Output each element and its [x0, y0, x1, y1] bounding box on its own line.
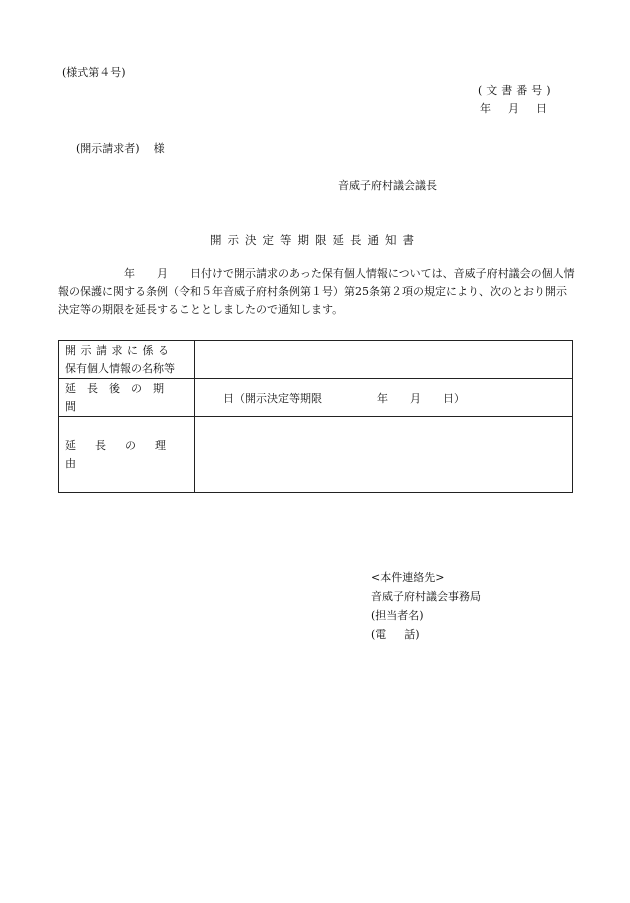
notice-body [58, 265, 576, 319]
notice-body-line-1: 年 月 日付けで開示請求のあった保有個人情報については、音威子府村議会の個人情 [58, 267, 575, 280]
extended-period-value[interactable]: 日（開示決定等期限 年 月 日） [195, 379, 573, 417]
contact-office: 音威子府村議会事務局 [371, 590, 481, 603]
extension-reason-label [59, 417, 195, 493]
table-row-extended-period [59, 379, 573, 417]
table-row-extension-reason [59, 417, 573, 493]
document-number: (文書番号) [478, 84, 555, 97]
extension-reason-label-text: 延長の理由 [65, 438, 185, 470]
info-name-label-line-1: 開示請求に係る [65, 343, 174, 357]
contact-heading: <本件連絡先> [371, 571, 445, 584]
extended-period-label-text: 延長後の期間 [65, 381, 175, 413]
info-table [58, 340, 573, 493]
contact-phone [371, 625, 481, 644]
document-title: 開示決定等期限延長通知書 [210, 233, 420, 247]
extension-reason-value[interactable] [195, 417, 573, 493]
extended-period-label [59, 379, 195, 417]
notice-body-line-3: 決定等の期限を延長することとしましたので通知します。 [58, 303, 344, 316]
requester-name: (開示請求者) [76, 142, 140, 155]
requester-line [76, 140, 165, 156]
notice-body-line-2: 報の保護に関する条例（令和５年音威子府村条例第１号）第25条第２項の規定により、次のとおり開示 [58, 285, 567, 298]
info-name-label [59, 341, 195, 379]
table-row-info-name [59, 341, 573, 379]
sender-name: 音威子府村議会議長 [338, 179, 437, 192]
requester-honorific: 様 [153, 142, 165, 155]
contact-block [371, 568, 481, 644]
info-name-label-line-2: 保有個人情報の名称等 [65, 361, 175, 375]
form-number: (様式第４号) [62, 66, 126, 79]
contact-phone-open: (電 [371, 628, 387, 641]
info-name-value[interactable] [195, 341, 573, 379]
contact-phone-close: 話) [404, 628, 420, 641]
contact-person: (担当者名) [371, 609, 424, 622]
document-date: 年 月 日 [480, 102, 550, 115]
